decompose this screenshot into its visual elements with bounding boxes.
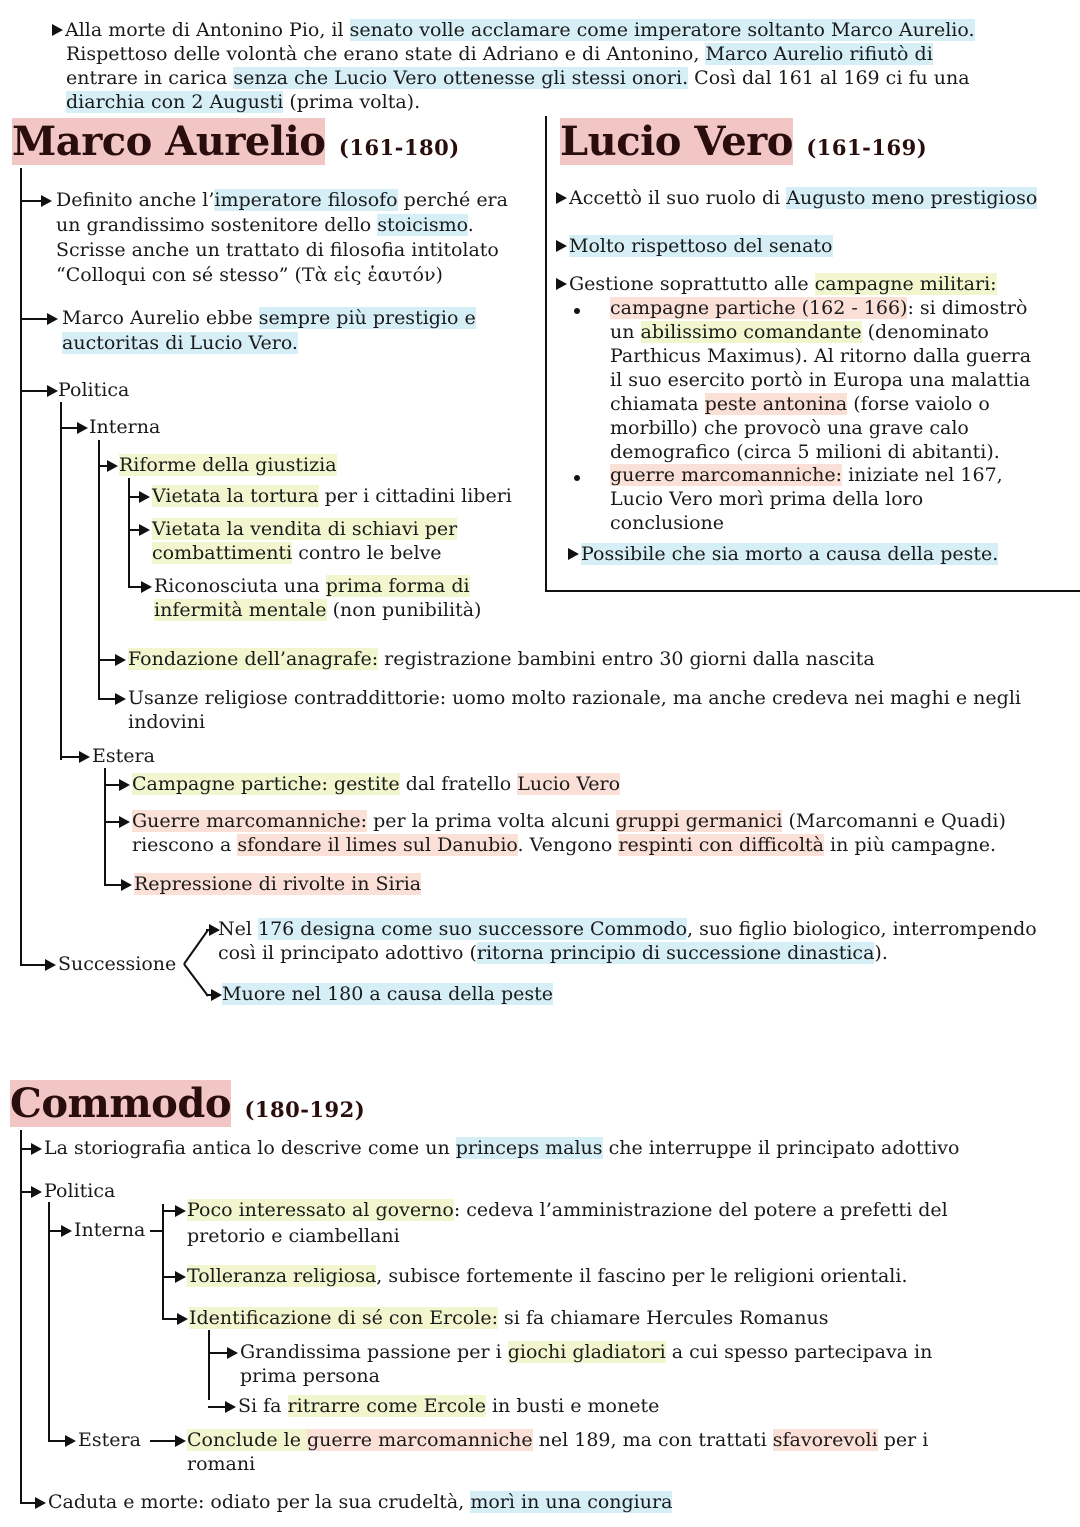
arrow-icon	[556, 240, 567, 252]
marco-successione-commodo-l1: Nel 176 designa come suo successore Commodo, suo figlio biologico, interrompendo	[218, 918, 1037, 940]
arrow-icon	[556, 192, 567, 204]
arrow-icon	[52, 24, 63, 36]
marco-estera-marcomanniche-l2: riescono a sfondare il limes sul Danubio. Vengono respinti con difficoltà in più campagne.	[132, 834, 997, 856]
arrow-icon	[60, 750, 90, 764]
arrow-icon	[128, 490, 150, 504]
arrow-icon	[20, 194, 52, 208]
arrow-icon	[48, 1224, 72, 1238]
lucio-partiche-l5: chiamata peste antonina (forse vaiolo o	[610, 393, 990, 415]
arrow-icon	[162, 1312, 188, 1326]
arrow-icon	[104, 778, 130, 792]
marco-politica-label: Politica	[58, 379, 130, 401]
marco-estera-label: Estera	[92, 745, 155, 767]
lucio-marcomanniche-l3: conclusione	[610, 512, 725, 534]
lucio-box-left-border	[545, 116, 547, 592]
lucio-marcomanniche-l2: Lucio Vero morì prima della loro	[610, 488, 924, 510]
marco-estera-siria: Repressione di rivolte in Siria	[134, 873, 422, 895]
bullet-icon	[574, 463, 580, 487]
arrow-icon	[162, 1204, 186, 1218]
marco-riforma-infermita-l2: infermità mentale (non punibilità)	[154, 599, 482, 621]
marco-successione-label: Successione	[58, 953, 177, 975]
lucio-gestione: Gestione soprattutto alle campagne militari:	[556, 272, 997, 296]
arrow-icon	[128, 523, 150, 537]
arrow-icon	[20, 1185, 42, 1199]
arrow-icon	[150, 1434, 186, 1448]
arrow-icon	[60, 421, 88, 435]
commodo-caduta: Caduta e morte: odiato per la sua crudeltà, morì in una congiura	[48, 1491, 673, 1513]
commodo-ritratti: Si fa ritrarre come Ercole in busti e monete	[238, 1395, 660, 1417]
lucio-senato: Molto rispettoso del senato	[556, 234, 833, 258]
arrow-icon	[98, 459, 118, 473]
commodo-ercole-line	[208, 1330, 210, 1400]
commodo-politica-label: Politica	[44, 1180, 116, 1202]
commodo-title: Commodo (180-192)	[10, 1080, 366, 1127]
commodo-ercole: Identificazione di sé con Ercole: si fa chiamare Hercules Romanus	[189, 1307, 829, 1329]
lucio-partiche-l7: demografico (circa 5 milioni di abitanti).	[610, 441, 1000, 463]
commodo-estera-label: Estera	[78, 1429, 141, 1451]
lucio-partiche-l1: campagne partiche (162 - 166): si dimostrò	[610, 297, 1028, 319]
marco-riforme-label: Riforme della giustizia	[119, 454, 337, 476]
commodo-interna-line	[162, 1204, 164, 1320]
arrow-icon	[20, 384, 58, 398]
arrow-icon	[128, 580, 152, 594]
lucio-partiche-l3: Parthicus Maximus). Al ritorno dalla guerra	[610, 345, 1032, 367]
marco-prestige-l1: Marco Aurelio ebbe sempre più prestigio e	[62, 307, 476, 329]
arrow-icon	[104, 878, 132, 892]
marco-riforma-schiavi-l1: Vietata la vendita di schiavi per	[152, 518, 458, 540]
commodo-interna-connector	[150, 1230, 162, 1232]
lucio-title: Lucio Vero (161-169)	[560, 118, 928, 165]
arrow-icon	[98, 653, 126, 667]
marco-estera-marcomanniche-l1: Guerre marcomanniche: per la prima volta alcuni gruppi germanici (Marcomanni e Quadi)	[132, 810, 1006, 832]
marco-interna-label: Interna	[89, 416, 161, 438]
commodo-tolleranza: Tolleranza religiosa, subisce fortemente il fascino per le religioni orientali.	[187, 1265, 908, 1287]
marco-title: Marco Aurelio (161-180)	[12, 118, 460, 165]
lucio-ruolo: Accettò il suo ruolo di Augusto meno prestigioso	[556, 186, 1037, 210]
marco-politica-line	[60, 402, 62, 760]
marco-philosopher-l4: “Colloqui con sé stesso” (Τὰ εἰς ἑαυτόν)	[56, 264, 443, 286]
intro-line-1: Alla morte di Antonino Pio, il senato volle acclamare come imperatore soltanto Marco Aurelio.	[52, 18, 975, 42]
marco-prestige-l2: auctoritas di Lucio Vero.	[62, 332, 298, 354]
arrow-icon	[208, 1400, 236, 1414]
bullet-icon	[574, 296, 580, 320]
intro-line-2: Rispettoso delle volontà che erano state di Adriano e di Antonino, Marco Aurelio rifiutò di	[66, 43, 933, 65]
lucio-box-bottom-border	[545, 590, 1080, 592]
arrow-icon	[48, 1434, 76, 1448]
commodo-estera-l1: Conclude le guerre marcomanniche nel 189, ma con trattati sfavorevoli per i	[187, 1429, 929, 1451]
marco-estera-partiche: Campagne partiche: gestite dal fratello Lucio Vero	[132, 773, 621, 795]
commodo-governo-l2: pretorio e ciambellani	[187, 1225, 400, 1247]
intro-line-3: entrare in carica senza che Lucio Vero ottenesse gli stessi onori. Così dal 161 al 169 ci fu una	[66, 67, 970, 89]
lucio-partiche-l4: il suo esercito portò in Europa una malattia	[610, 369, 1031, 391]
commodo-governo-l1: Poco interessato al governo: cedeva l’amministrazione del potere a prefetti del	[187, 1199, 948, 1221]
marco-riforma-tortura: Vietata la tortura per i cittadini liberi	[152, 485, 512, 507]
marco-usanze-l2: indovini	[128, 711, 206, 733]
marco-usanze-l1: Usanze religiose contraddittorie: uomo molto razionale, ma anche credeva nei maghi e negli	[128, 687, 1021, 709]
marco-philosopher-l3: Scrisse anche un trattato di filosofia intitolato	[56, 239, 499, 261]
arrow-icon	[104, 815, 130, 829]
marco-anagrafe: Fondazione dell’anagrafe: registrazione bambini entro 30 giorni dalla nascita	[128, 648, 875, 670]
marco-philosopher-l2: un grandissimo sostenitore dello stoicismo.	[56, 214, 474, 236]
arrow-icon	[20, 1496, 46, 1510]
arrow-icon	[98, 692, 126, 706]
arrow-icon	[162, 1270, 186, 1284]
commodo-estera-l2: romani	[187, 1453, 256, 1475]
marco-successione-commodo-l2: così il principato adottivo (ritorna principio di successione dinastica).	[218, 942, 888, 964]
arrow-icon	[568, 548, 579, 560]
marco-riforma-infermita-l1: Riconosciuta una prima forma di	[154, 575, 470, 597]
marco-successione-morte: Muore nel 180 a causa della peste	[222, 983, 554, 1005]
arrow-icon	[20, 312, 58, 326]
marco-philosopher-l1: Definito anche l’imperatore filosofo perché era	[56, 189, 508, 211]
arrow-icon	[556, 278, 567, 290]
marco-riforma-schiavi-l2: combattimenti contro le belve	[152, 542, 442, 564]
arrow-icon	[206, 988, 222, 1002]
lucio-marcomanniche-l1: guerre marcomanniche: iniziate nel 167,	[610, 464, 1003, 486]
lucio-peste: Possibile che sia morto a causa della peste.	[568, 542, 998, 566]
arrow-icon	[20, 1142, 42, 1156]
commodo-intro: La storiografia antica lo descrive come un princeps malus che interruppe il principato adottivo	[44, 1137, 960, 1159]
lucio-partiche-l6: morbillo) che provocò una grave calo	[610, 417, 969, 439]
commodo-interna-label: Interna	[74, 1219, 146, 1241]
commodo-gladiatori-l1: Grandissima passione per i giochi gladiatori a cui spesso partecipava in	[240, 1341, 933, 1363]
marco-tree-line	[20, 168, 22, 966]
arrow-icon	[20, 958, 56, 972]
commodo-gladiatori-l2: prima persona	[240, 1365, 380, 1387]
lucio-partiche-l2: un abilissimo comandante (denominato	[610, 321, 989, 343]
arrow-icon	[208, 1346, 238, 1360]
intro-line-4: diarchia con 2 Augusti (prima volta).	[66, 91, 421, 113]
